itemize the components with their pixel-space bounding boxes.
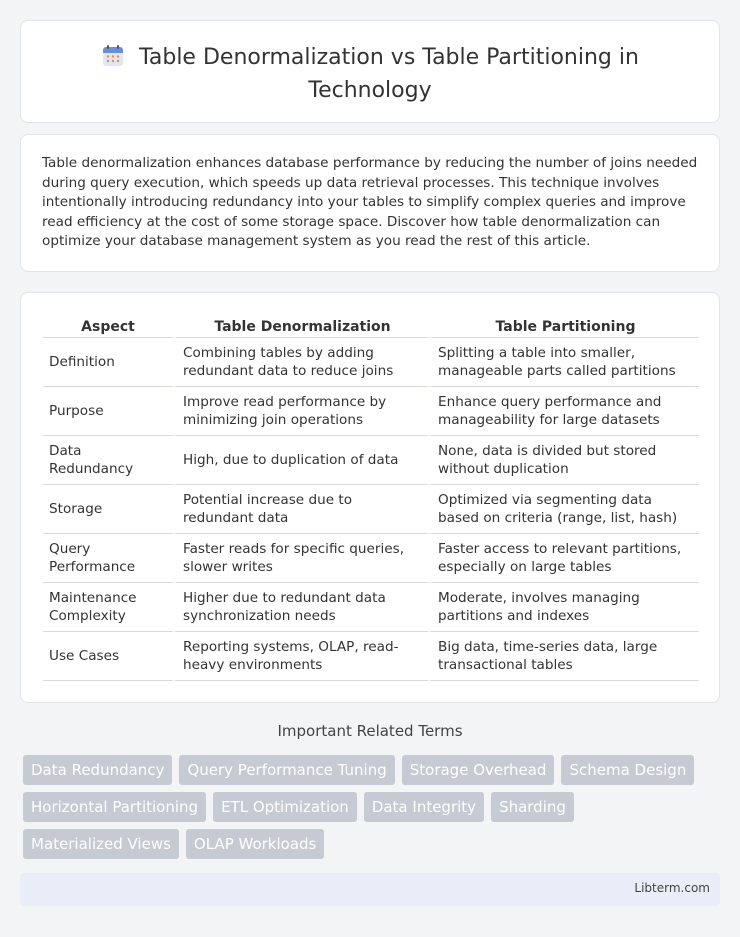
page-title: Table Denormalization vs Table Partitioning in Technology [139, 45, 639, 103]
row-denormalization: Potential increase due to redundant data [173, 485, 428, 534]
table-row [43, 632, 699, 681]
table-row [43, 338, 699, 387]
related-term-tag[interactable]: Materialized Views [23, 829, 179, 859]
row-denormalization: Combining tables by adding redundant data to reduce joins [173, 338, 428, 387]
intro-card [20, 134, 720, 272]
related-terms-list [23, 755, 723, 859]
row-denormalization: Improve read performance by minimizing join operations [173, 387, 428, 436]
page-title-wrap [21, 43, 719, 105]
row-denormalization: Higher due to redundant data synchronization needs [173, 583, 428, 632]
row-aspect: Maintenance Complexity [43, 583, 173, 632]
row-denormalization: Faster reads for specific queries, slower writes [173, 534, 428, 583]
table-row [43, 387, 699, 436]
table-row [43, 436, 699, 485]
row-partitioning: Moderate, involves managing partitions and indexes [428, 583, 699, 632]
row-aspect: Use Cases [43, 632, 173, 681]
related-term-tag[interactable]: Query Performance Tuning [179, 755, 394, 785]
header-aspect: Aspect [43, 315, 173, 338]
row-denormalization: Reporting systems, OLAP, read-heavy environments [173, 632, 428, 681]
table-row [43, 583, 699, 632]
row-partitioning: Optimized via segmenting data based on criteria (range, list, hash) [428, 485, 699, 534]
row-partitioning: Splitting a table into smaller, manageable parts called partitions [428, 338, 699, 387]
row-denormalization: High, due to duplication of data [173, 436, 428, 485]
header-partitioning: Table Partitioning [428, 315, 699, 338]
title-card [20, 20, 720, 123]
related-term-tag[interactable]: Horizontal Partitioning [23, 792, 206, 822]
related-term-tag[interactable]: OLAP Workloads [186, 829, 324, 859]
row-aspect: Storage [43, 485, 173, 534]
related-term-tag[interactable]: Data Integrity [364, 792, 484, 822]
row-aspect: Query Performance [43, 534, 173, 583]
row-partitioning: None, data is divided but stored without duplication [428, 436, 699, 485]
related-terms-heading: Important Related Terms [277, 722, 463, 740]
comparison-card [20, 292, 720, 703]
calendar-icon [101, 44, 125, 76]
row-aspect: Purpose [43, 387, 173, 436]
row-aspect: Definition [43, 338, 173, 387]
row-partitioning: Big data, time-series data, large transactional tables [428, 632, 699, 681]
related-term-tag[interactable]: Storage Overhead [402, 755, 555, 785]
related-term-tag[interactable]: ETL Optimization [213, 792, 357, 822]
row-partitioning: Enhance query performance and manageability for large datasets [428, 387, 699, 436]
footer-site-link[interactable]: Libterm.com [634, 881, 710, 895]
related-term-tag[interactable]: Schema Design [561, 755, 694, 785]
intro-paragraph: Table denormalization enhances database performance by reducing the number of joins needed during query execution, which speeds up data retrieval processes. This technique involves intentionally introducing redundancy into your tables to simplify complex queries and improve read efficiency at the cost of some storage space. Discover how table denormalization can optimize your database management system as you read the rest of this article. [42, 155, 698, 250]
table-row [43, 534, 699, 583]
row-aspect: Data Redundancy [43, 436, 173, 485]
footer-bar [20, 873, 720, 906]
header-denormalization: Table Denormalization [173, 315, 428, 338]
table-header-row [43, 315, 699, 338]
related-term-tag[interactable]: Data Redundancy [23, 755, 172, 785]
row-partitioning: Faster access to relevant partitions, especially on large tables [428, 534, 699, 583]
related-term-tag[interactable]: Sharding [491, 792, 574, 822]
table-row [43, 485, 699, 534]
comparison-table [43, 315, 699, 681]
